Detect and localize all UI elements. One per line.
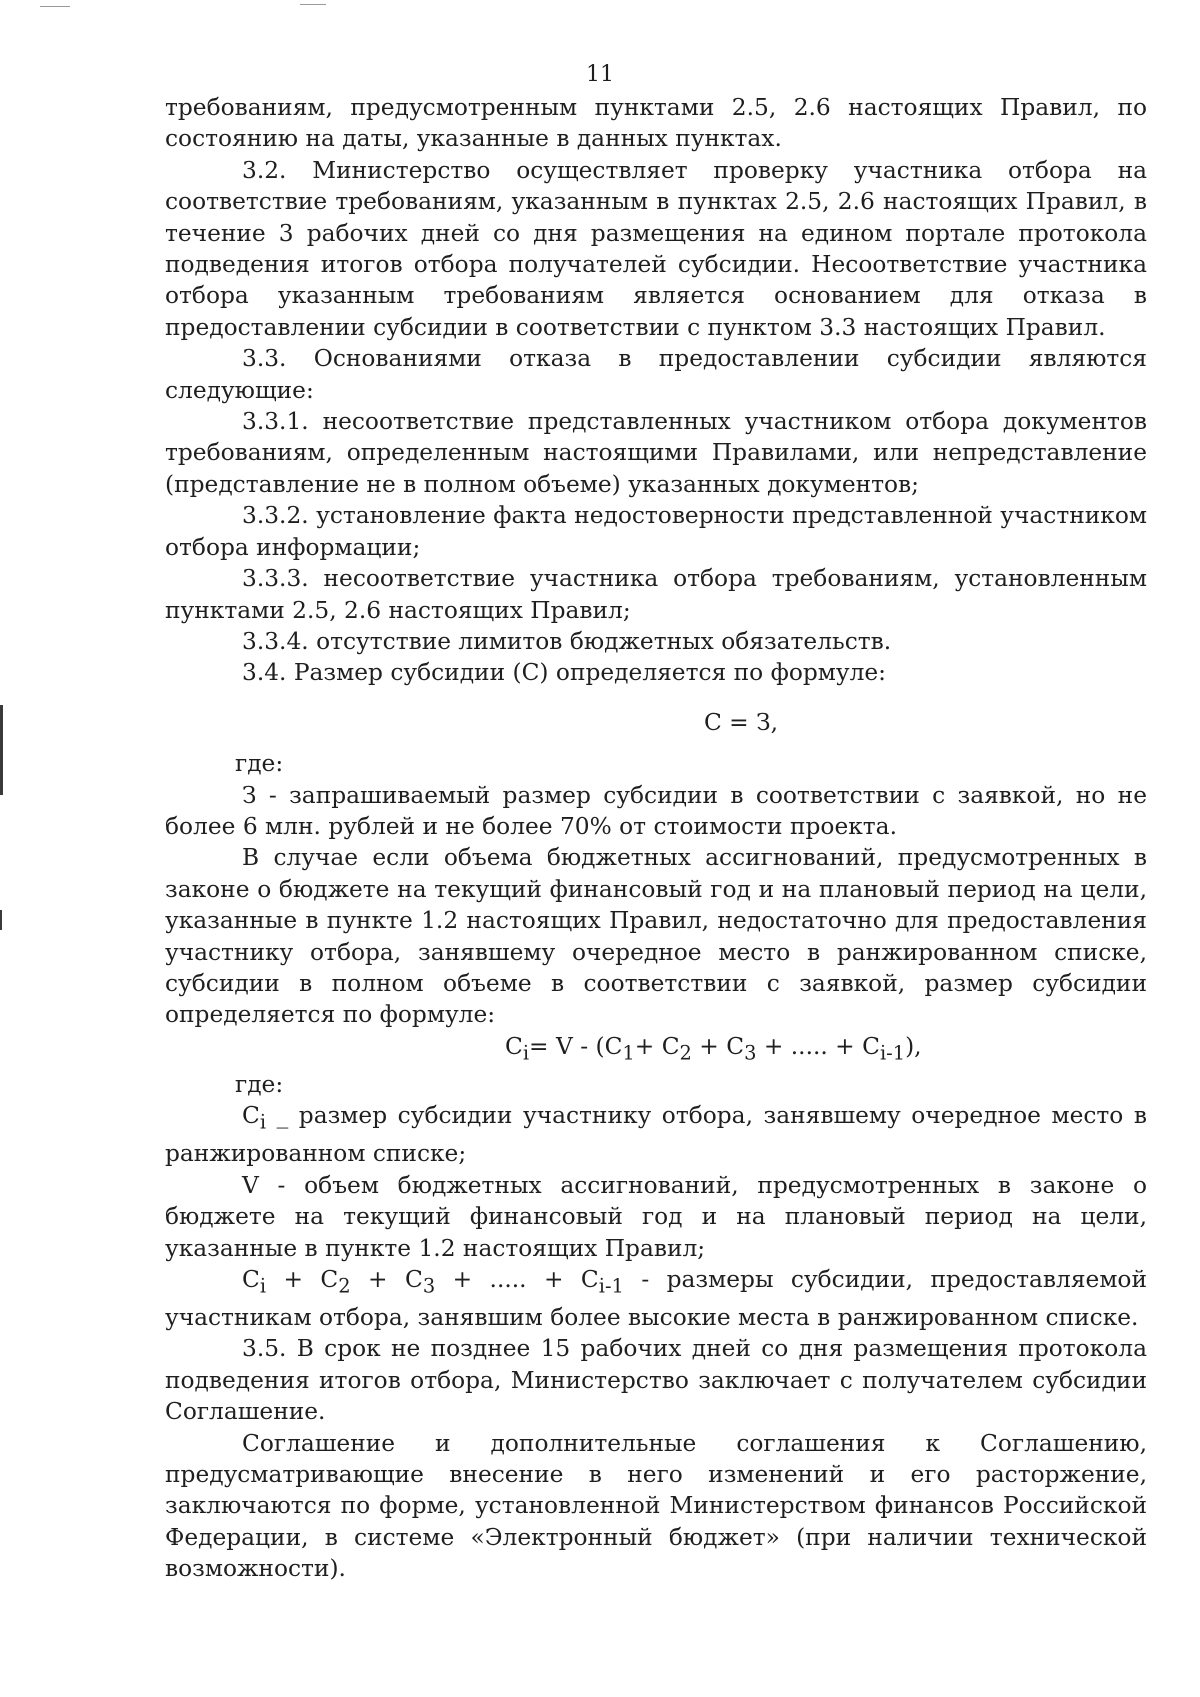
- paragraph-3-3: 3.3. Основаниями отказа в предоставлении субсидии являются следующие:: [165, 345, 1147, 404]
- ci-definition-text: размер субсидии участнику отбора, занявшему очередное место в ранжированном списке;: [165, 1102, 1147, 1168]
- paragraph-3-3-2: 3.3.2. установление факта недостоверности представленной участником отбора информации;: [165, 502, 1147, 561]
- formula-close: ),: [905, 1032, 922, 1060]
- paragraph-definition-sum: [165, 1264, 1147, 1333]
- scan-speck: [300, 4, 326, 5]
- paragraph-definition-v: V - объем бюджетных ассигнований, предусмотренных в законе о бюджете на текущий финансовый год и на плановый период на цели, указанные в пункте 1.2 настоящих Правил;: [165, 1171, 1147, 1262]
- where-label: где:: [235, 1070, 284, 1098]
- sum-sub-i-1: i-1: [598, 1274, 624, 1298]
- ci-dash: _: [266, 1102, 289, 1130]
- paragraph-3-3-1: 3.3.1. несоответствие представленных участником отбора документов требованиям, определенным настоящими Правилами, или непредставление (представление не в полном объеме) указанных документов;: [165, 408, 1147, 498]
- formula-ci-symbol: C: [505, 1032, 523, 1060]
- formula-subsidy-size: С = З,: [703, 708, 779, 736]
- paragraph-agreement: Соглашение и дополнительные соглашения к Соглашению, предусматривающие внесение в него изменений и его расторжение, заключаются по форме, установленной Министерством финансов Российской Федерации, в системе «Электронный бюджет» (при наличии технической возможности).: [165, 1429, 1147, 1583]
- sum-sub-2: 2: [338, 1274, 351, 1298]
- sum-dots: + ..... + C: [435, 1265, 599, 1293]
- ci-subscript: i: [259, 1110, 267, 1134]
- paragraph-3-5: 3.5. В срок не позднее 15 рабочих дней со дня размещения протокола подведения итогов отбора, Министерство заключает с получателем субсидии Соглашение.: [165, 1335, 1147, 1426]
- paragraph: требованиям, предусмотренным пунктами 2.5, 2.6 настоящих Правил, по состоянию на даты, указанные в данных пунктах.: [165, 94, 1147, 153]
- formula-sub-i-1: i-1: [879, 1041, 906, 1065]
- scan-edge-mark: [0, 910, 2, 930]
- sum-definition-text: - размеры субсидии, предоставляемой участникам отбора, занявшим более высокие места в ранжированном списке.: [165, 1265, 1147, 1331]
- formula-sub-1: 1: [622, 1041, 635, 1065]
- scan-edge-mark: [0, 705, 3, 795]
- paragraph-definition-ci: [165, 1100, 1147, 1169]
- paragraph-definition-z: З - запрашиваемый размер субсидии в соответствии с заявкой, но не более 6 млн. рублей и не более 70% от стоимости проекта.: [165, 781, 1147, 840]
- formula-sub-3: 3: [744, 1041, 757, 1065]
- ci-symbol: C: [242, 1102, 260, 1130]
- paragraph-3-3-4: 3.3.4. отсутствие лимитов бюджетных обязательств.: [242, 627, 892, 655]
- formula-sub-2: 2: [679, 1041, 692, 1065]
- document-body: [165, 92, 1147, 1585]
- formula-dots: + ..... + C: [756, 1032, 880, 1060]
- sum-sub-i: i: [259, 1274, 267, 1298]
- where-label: где:: [235, 750, 284, 778]
- paragraph-3-4: 3.4. Размер субсидии (С) определяется по формуле:: [242, 659, 887, 687]
- formula-ci: [165, 1031, 1147, 1069]
- sum-plus: + C: [266, 1265, 339, 1293]
- formula-eq: = V - (C: [529, 1032, 623, 1060]
- sum-c: C: [242, 1265, 260, 1293]
- formula-plus: + C: [634, 1032, 680, 1060]
- scan-speck: [40, 6, 70, 7]
- paragraph-3-3-3: 3.3.3. несоответствие участника отбора требованиям, установленным пунктами 2.5, 2.6 настоящих Правил;: [165, 565, 1147, 624]
- paragraph-insufficient-budget: В случае если объема бюджетных ассигнований, предусмотренных в законе о бюджете на текущий финансовый год и на плановый период на цели, указанные в пункте 1.2 настоящих Правил, недостаточно для предоставления участнику отбора, занявшему очередное место в ранжированном списке, субсидии в полном объеме в соответствии с заявкой, размер субсидии определяется по формуле:: [165, 844, 1147, 1029]
- page-number: 11: [586, 62, 614, 87]
- formula-ci-subscript: i: [522, 1041, 530, 1065]
- paragraph-3-2: 3.2. Министерство осуществляет проверку участника отбора на соответствие требованиям, указанным в пунктах 2.5, 2.6 настоящих Правил, в течение 3 рабочих дней со дня размещения на едином портале протокола подведения итогов отбора получателей субсидии. Несоответствие участника отбора указанным требованиям является основанием для отказа в предоставлении субсидии в соответствии с пунктом 3.3 настоящих Правил.: [165, 156, 1147, 341]
- sum-plus: + C: [350, 1265, 423, 1293]
- formula-plus: + C: [691, 1032, 745, 1060]
- sum-sub-3: 3: [422, 1274, 436, 1298]
